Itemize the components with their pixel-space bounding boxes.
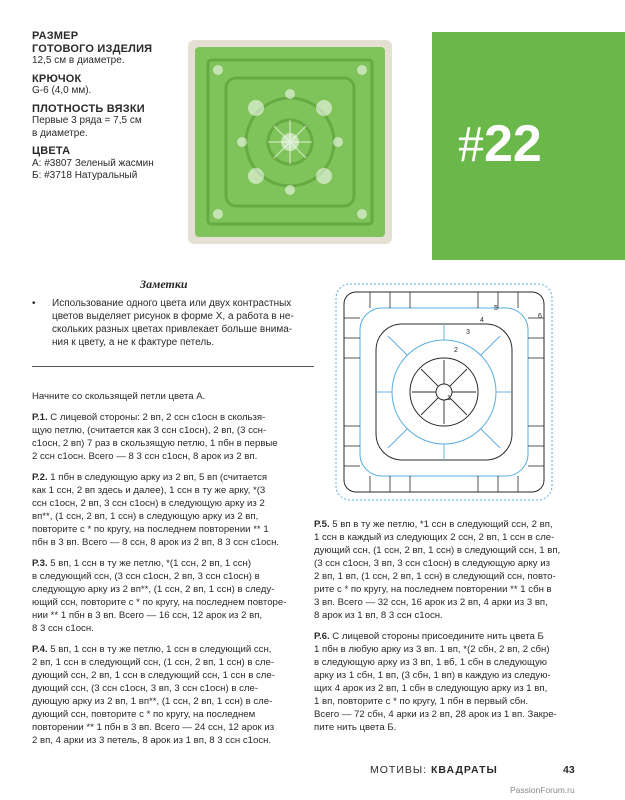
row-5: Р.5. 5 вп в ту же петлю, *1 ссн в следующий ссн, 2 вп, 1 ссн в каждый из следующих 2 ссн, 2 вп, 1 ссн в сле- дующий ссн, (1 ссн, 2 вп, 1 ссн) в следующий ссн, 1 вп, (3 ссн с1осн, 3 вп, 3 ссн с1осн) в следующую арку из 2 вп, 1 вп, (1 ссн, 2 вп, 1 ссн) в следующий ссн, повто- рите с * по кругу, на последнем повторении ** 1 сбн в 3 вп. Всего — 32 ссн, 16 арок из 2 вп, 4 арки из 3 вп, 8 арок из 1 вп, 8 3 ссн с1осн. (314, 519, 561, 621)
row-4: Р.4. 5 вп, 1 ссн в ту же петлю, 1 ссн в следующий ссн, 2 вп, 1 ссн в следующий ссн, (1 ссн, 2 вп, 1 ссн) в сле- дующий ссн, 2 вп, 1 ссн в следующий ссн, 1 ссн в сле- дующий ссн, (3 ссн с1осн, 3 вп, 3 ссн с1осн) в сле- дующую арку из 2 вп, 1 вп**, (1 ссн, 2 вп, 1 ссн) в сле- дующий ссн, повторите с * по кругу, на последнем повторении ** 1 пбн в 3 вп. Всего — 24 ссн, 12 арок из 2 вп, 4 арки из 3 петель, 8 арок из 1 вп, 8 3 ссн с1осн. (32, 644, 275, 746)
bullet-icon: • (32, 298, 36, 309)
row-1: Р.1. С лицевой стороны: 2 вп, 2 ссн с1осн в скользя- щую петлю, (считается как 3 ссн с1осн), 2 вп, (3 ссн- с1осн, 2 вп) 7 раз в скользящую петлю, 1 пбн в первые 2 ссн с1осн. Всего — 8 3 ссн с1осн, 8 арок из 2 вп. (32, 412, 278, 462)
diagram-label-2: 2 (454, 347, 458, 354)
motif-number: #22 (458, 115, 542, 173)
colors-heading: ЦВЕТА (32, 145, 71, 157)
crochet-diagram (330, 278, 558, 506)
gauge-value: Первые 3 ряда = 7,5 см в диаметре. (32, 115, 142, 139)
size-heading: РАЗМЕР ГОТОВОГО ИЗДЕЛИЯ (32, 30, 153, 55)
instructions-column-1 (32, 390, 314, 755)
diagram-label-1: 1 (447, 395, 451, 402)
row-2: Р.2. 1 пбн в следующую арку из 2 вп, 5 вп (считается как 1 ссн, 2 вп здесь и далее), 1 ссн в ту же арку, *(3 ссн с1осн, 2 вп, 3 ссн с1осн) в следующую арку из 2 вп**, (1 ссн, 2 вп, 1 ссн) в следующую арку из 2 вп, повторите с * по кругу, на последнем повторении ** 1 пбн в 3 вп. Всего — 8 ссн, 8 арок из 2 вп, 8 3 ссн с1осн. (32, 472, 280, 548)
diagram-label-5: 5 (494, 305, 498, 312)
size-value: 12,5 см в диаметре. (32, 55, 125, 66)
gauge-heading: ПЛОТНОСТЬ ВЯЗКИ (32, 102, 145, 115)
motif-photo (186, 38, 394, 246)
row-3: Р.3. 5 вп, 1 ссн в ту же петлю, *(1 ссн, 2 вп, 1 ссн) в следующий ссн, (3 ссн с1осн, 2 вп, 3 ссн с1осн) в следующую арку из 2 вп**, (1 ссн, 2 вп, 1 ссн) в следу- ющий ссн, повторите с * по кругу, на последнем повторе- нии ** 1 пбн в 3 вп. Всего — 16 ссн, 12 арок из 2 вп, 8 3 ссн с1осн. (32, 558, 287, 634)
hook-heading: КРЮЧОК (32, 72, 82, 85)
diagram-label-4: 4 (480, 317, 484, 324)
diagram-label-6: 6 (538, 313, 542, 320)
page-number: 43 (563, 764, 575, 776)
motif-number-box (432, 32, 625, 260)
color-b: Б: #3718 Натуральный (32, 170, 138, 181)
diagram-label-3: 3 (466, 329, 470, 336)
divider (32, 366, 314, 367)
notes-text: Использование одного цвета или двух контрастных цветов выделяет рисунок в форме Х, а работа в не- скольких разных цветах привлекает больше внима- ния к цвету, а не к фактуре петель. (52, 298, 294, 348)
watermark: PassionForum.ru (510, 785, 575, 795)
instructions-column-2 (314, 518, 596, 742)
project-info (32, 30, 182, 183)
row-6: Р.6. С лицевой стороны присоедините нить цвета Б 1 пбн в любую арку из 3 вп. 1 вп, *(2 сбн, 2 вп, 2 сбн) в следующую арку из 3 вп, 1 вб, 1 сбн в следующую арку из 1 сбн, 1 вп, (3 сбн, 1 вп) в каждую из следую- щих 4 арок из 2 вп, 1 сбн в следующую арку из 1 вп, 1 вп, повторите с * по кругу, 1 пбн в первый сбн. Всего — 72 сбн, 4 арки из 2 вп, 28 арок из 1 вп. Закре- пите нить цвета Б. (314, 631, 557, 733)
color-a: А: #3807 Зеленый жасмин (32, 157, 154, 169)
notes-body (32, 297, 312, 349)
section-footer: МОТИВЫ: КВАДРАТЫ (370, 764, 498, 776)
notes-title: Заметки (140, 277, 188, 291)
intro: Начните со скользящей петли цвета А. (32, 391, 206, 402)
hook-value: G-6 (4,0 мм). (32, 85, 92, 96)
